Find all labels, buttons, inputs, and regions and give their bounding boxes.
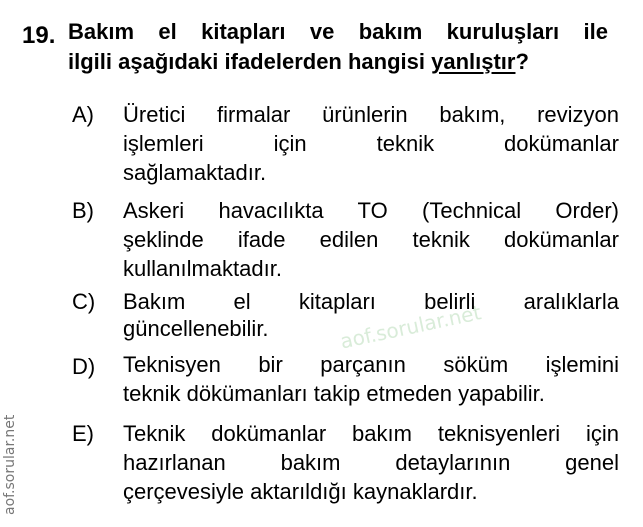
option-e-label: E) <box>72 421 94 446</box>
question-stem-line-2 <box>68 48 529 76</box>
option-b-line-1: Askeri havacılıkta TO (Technical Order) <box>123 198 619 223</box>
option-d-line-2: teknik dökümanları takip etmeden yapabilir. <box>123 381 545 406</box>
option-c-line-1: Bakım el kitapları belirli aralıklarla <box>123 289 619 314</box>
option-b-line-3: kullanılmaktadır. <box>123 256 282 281</box>
option-e-line-3: çerçevesiyle aktarıldığı kaynaklardır. <box>123 479 478 504</box>
option-b-label: B) <box>72 198 94 223</box>
option-d-line-1: Teknisyen bir parçanın söküm işlemini <box>123 352 619 377</box>
option-a-line-2: işlemleri için teknik dokümanlar <box>123 131 619 156</box>
question-stem-emphasis: yanlıştır <box>431 49 516 74</box>
option-c-line-2: güncellenebilir. <box>123 316 269 341</box>
question-number: 19. <box>22 22 56 49</box>
option-a-label: A) <box>72 102 94 127</box>
option-a-line-3: sağlamaktadır. <box>123 160 267 185</box>
option-e-line-2: hazırlanan bakım detaylarının genel <box>123 450 619 475</box>
option-d-label: D) <box>72 354 96 379</box>
option-a-line-1: Üretici firmalar ürünlerin bakım, revizyon <box>123 102 619 127</box>
watermark-side: aof.sorular.net <box>2 414 18 515</box>
question-stem-suffix: ? <box>515 49 529 74</box>
option-c-label: C) <box>72 289 96 314</box>
option-e-line-1: Teknik dokümanlar bakım teknisyenleri için <box>123 421 619 446</box>
option-b-line-2: şeklinde ifade edilen teknik dokümanlar <box>123 227 619 252</box>
watermark-center: aof.sorular.net <box>338 300 484 354</box>
question-stem-prefix: ilgili aşağıdaki ifadelerden hangisi <box>68 49 432 74</box>
question-stem-line-1: Bakım el kitapları ve bakım kuruluşları ile <box>68 19 608 44</box>
